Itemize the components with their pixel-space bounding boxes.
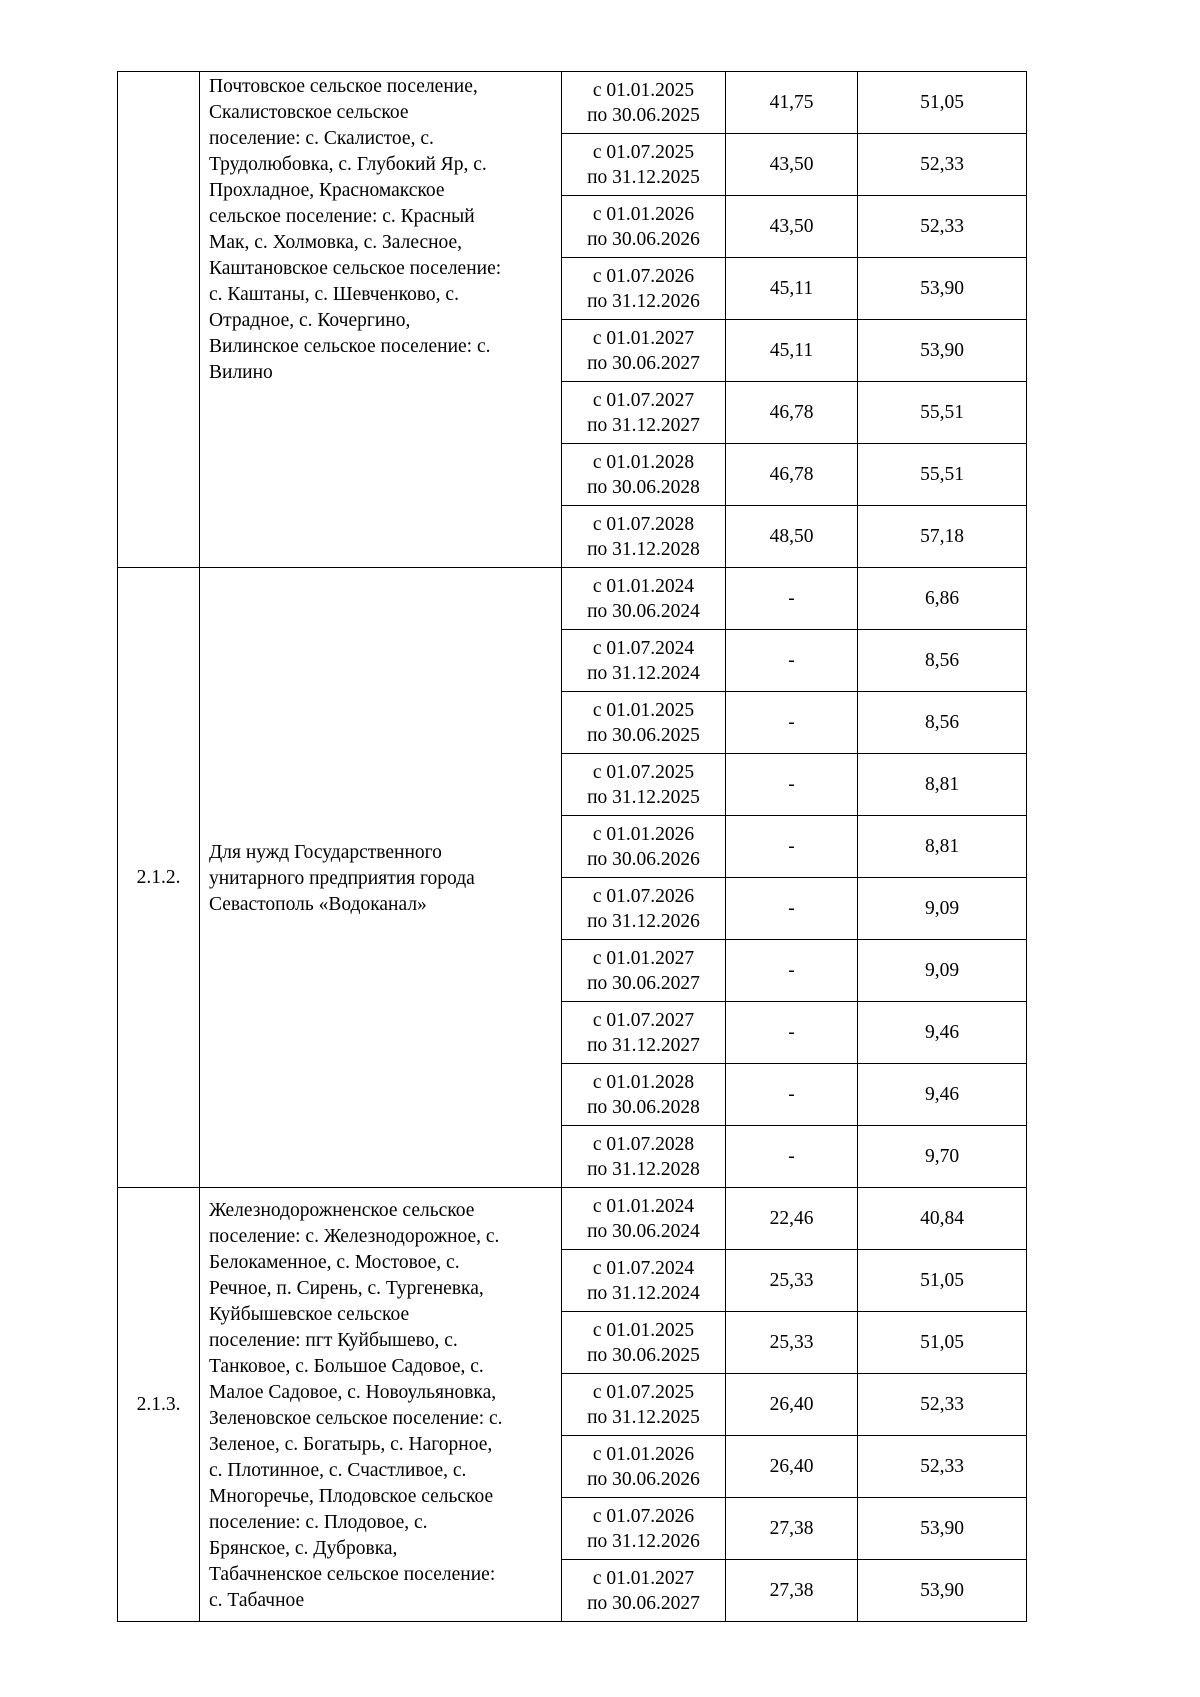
value-cell-2: 52,33 (858, 196, 1027, 258)
value-cell-1: 43,50 (726, 196, 858, 258)
value-cell-2: 53,90 (858, 320, 1027, 382)
period-cell (562, 630, 726, 692)
description-line: с. Каштаны, с. Шевченково, с. (209, 284, 459, 305)
description-line: Вилинское сельское поселение: с. (209, 336, 491, 357)
period-from: с 01.01.2027 (592, 327, 695, 349)
description-line: поселение: с. Железнодорожное, с. (209, 1225, 500, 1247)
period-to: по 30.06.2028 (587, 1096, 700, 1118)
period-cell (562, 1374, 726, 1436)
description-line: Трудолюбовка, с. Глубокий Яр, с. (209, 154, 487, 175)
period-to: по 30.06.2025 (587, 724, 700, 746)
value-cell-2: 51,05 (858, 1250, 1027, 1312)
period-cell (562, 1002, 726, 1064)
value-cell-2: 9,46 (858, 1002, 1027, 1064)
period-from: с 01.01.2026 (592, 823, 695, 845)
value-cell-2: 55,51 (858, 444, 1027, 506)
description-line: Табачненское сельское поселение: (209, 1563, 496, 1585)
period-to: по 31.12.2027 (587, 1034, 700, 1056)
value-cell-1: 46,78 (726, 444, 858, 506)
period-to: по 31.12.2024 (587, 662, 700, 684)
row-number-cell: 2.1.2. (118, 568, 200, 1188)
period-cell (562, 320, 726, 382)
period-from: с 01.07.2024 (592, 637, 695, 659)
description-line: поселение: с. Плодовое, с. (209, 1511, 428, 1533)
description-cell (200, 72, 562, 568)
tariff-table (117, 71, 1027, 1622)
value-cell-2: 51,05 (858, 72, 1027, 134)
period-from: с 01.01.2027 (592, 947, 695, 969)
value-cell-1: - (726, 816, 858, 878)
period-from: с 01.07.2028 (592, 1133, 695, 1155)
description-line: Танковое, с. Большое Садовое, с. (209, 1355, 484, 1377)
period-from: с 01.07.2024 (592, 1257, 695, 1279)
value-cell-2: 40,84 (858, 1188, 1027, 1250)
period-cell (562, 134, 726, 196)
period-cell (562, 382, 726, 444)
value-cell-2: 8,81 (858, 754, 1027, 816)
period-from: с 01.01.2027 (592, 1567, 695, 1589)
value-cell-1: 46,78 (726, 382, 858, 444)
value-cell-1: 26,40 (726, 1436, 858, 1498)
value-cell-2: 9,46 (858, 1064, 1027, 1126)
description-line: Каштановское сельское поселение: (209, 258, 502, 279)
period-cell (562, 692, 726, 754)
period-cell (562, 1560, 726, 1622)
description-line: с. Плотинное, с. Счастливое, с. (209, 1459, 467, 1481)
value-cell-2: 53,90 (858, 1498, 1027, 1560)
description-line: Вилино (209, 362, 273, 383)
value-cell-2: 52,33 (858, 1436, 1027, 1498)
period-to: по 30.06.2027 (587, 1592, 700, 1614)
value-cell-1: 41,75 (726, 72, 858, 134)
period-to: по 31.12.2024 (587, 1282, 700, 1304)
description-line: Белокаменное, с. Мостовое, с. (209, 1251, 460, 1273)
description-cell (200, 1188, 562, 1622)
period-to: по 30.06.2028 (587, 476, 700, 498)
period-to: по 30.06.2024 (587, 1220, 700, 1242)
period-to: по 31.12.2025 (587, 1406, 700, 1428)
period-cell (562, 1436, 726, 1498)
description-cell (200, 568, 562, 1188)
value-cell-2: 9,09 (858, 878, 1027, 940)
period-from: с 01.01.2028 (592, 1071, 695, 1093)
table-row (118, 1188, 1027, 1250)
period-cell (562, 258, 726, 320)
period-to: по 30.06.2024 (587, 600, 700, 622)
period-from: с 01.01.2024 (592, 575, 695, 597)
value-cell-1: 25,33 (726, 1250, 858, 1312)
period-to: по 31.12.2026 (587, 290, 700, 312)
value-cell-2: 8,56 (858, 630, 1027, 692)
period-from: с 01.07.2028 (592, 513, 695, 535)
period-from: с 01.01.2026 (592, 203, 695, 225)
period-to: по 30.06.2026 (587, 228, 700, 250)
row-number-cell (118, 72, 200, 568)
description-line: Речное, п. Сирень, с. Тургеневка, (209, 1277, 484, 1299)
value-cell-1: 22,46 (726, 1188, 858, 1250)
period-to: по 31.12.2028 (587, 538, 700, 560)
table-row (118, 568, 1027, 630)
value-cell-1: - (726, 568, 858, 630)
description-line: унитарного предприятия города (209, 867, 475, 889)
period-to: по 31.12.2025 (587, 786, 700, 808)
value-cell-1: - (726, 692, 858, 754)
period-from: с 01.07.2026 (592, 265, 695, 287)
period-cell (562, 816, 726, 878)
description-line: Брянское, с. Дубровка, (209, 1537, 398, 1559)
value-cell-1: - (726, 1126, 858, 1188)
period-cell (562, 1188, 726, 1250)
period-from: с 01.01.2026 (592, 1443, 695, 1465)
value-cell-1: 25,33 (726, 1312, 858, 1374)
period-cell (562, 1064, 726, 1126)
value-cell-1: - (726, 878, 858, 940)
period-cell (562, 1250, 726, 1312)
value-cell-2: 8,81 (858, 816, 1027, 878)
description-line: Малое Садовое, с. Новоульяновка, (209, 1381, 497, 1403)
period-from: с 01.01.2025 (592, 1319, 695, 1341)
period-from: с 01.07.2026 (592, 885, 695, 907)
period-to: по 30.06.2026 (587, 848, 700, 870)
period-from: с 01.07.2025 (592, 1381, 695, 1403)
row-number-cell: 2.1.3. (118, 1188, 200, 1622)
description-line: Скалистовское сельское (209, 102, 409, 123)
period-cell (562, 568, 726, 630)
period-cell (562, 444, 726, 506)
value-cell-1: - (726, 1064, 858, 1126)
description-line: Куйбышевское сельское (209, 1303, 410, 1325)
description-line: Почтовское сельское поселение, (209, 76, 478, 97)
period-from: с 01.07.2027 (592, 389, 695, 411)
value-cell-1: 45,11 (726, 320, 858, 382)
period-cell (562, 72, 726, 134)
value-cell-2: 53,90 (858, 258, 1027, 320)
value-cell-1: - (726, 754, 858, 816)
value-cell-1: - (726, 1002, 858, 1064)
period-from: с 01.01.2025 (592, 79, 695, 101)
description-line: Зеленовское сельское поселение: с. (209, 1407, 503, 1429)
period-cell (562, 1498, 726, 1560)
period-cell (562, 506, 726, 568)
period-cell (562, 1126, 726, 1188)
description-line: поселение: пгт Куйбышево, с. (209, 1329, 458, 1351)
value-cell-1: - (726, 630, 858, 692)
description-line: Многоречье, Плодовское сельское (209, 1485, 494, 1507)
description-line: поселение: с. Скалистое, с. (209, 128, 434, 149)
description-line: Севастополь «Водоканал» (209, 893, 427, 915)
period-from: с 01.01.2025 (592, 699, 695, 721)
description-line: Для нужд Государственного (209, 841, 442, 863)
period-to: по 31.12.2028 (587, 1158, 700, 1180)
period-from: с 01.07.2025 (592, 761, 695, 783)
value-cell-2: 6,86 (858, 568, 1027, 630)
description-line: Прохладное, Красномакское (209, 180, 445, 201)
description-line: с. Табачное (209, 1589, 305, 1611)
period-to: по 30.06.2026 (587, 1468, 700, 1490)
period-cell (562, 196, 726, 258)
description-line: Мак, с. Холмовка, с. Залесное, (209, 232, 463, 253)
value-cell-1: 26,40 (726, 1374, 858, 1436)
description-line: сельское поселение: с. Красный (209, 206, 475, 227)
value-cell-1: - (726, 940, 858, 1002)
period-to: по 30.06.2027 (587, 972, 700, 994)
description-line: Отрадное, с. Кочергино, (209, 310, 411, 331)
period-cell (562, 940, 726, 1002)
value-cell-2: 9,70 (858, 1126, 1027, 1188)
period-to: по 31.12.2026 (587, 910, 700, 932)
value-cell-2: 9,09 (858, 940, 1027, 1002)
period-from: с 01.07.2025 (592, 141, 695, 163)
period-from: с 01.01.2028 (592, 451, 695, 473)
period-from: с 01.07.2027 (592, 1009, 695, 1031)
value-cell-1: 27,38 (726, 1498, 858, 1560)
value-cell-1: 43,50 (726, 134, 858, 196)
period-cell (562, 1312, 726, 1374)
period-to: по 30.06.2025 (587, 1344, 700, 1366)
period-cell (562, 878, 726, 940)
period-to: по 30.06.2027 (587, 352, 700, 374)
period-to: по 31.12.2025 (587, 166, 700, 188)
value-cell-1: 48,50 (726, 506, 858, 568)
value-cell-2: 8,56 (858, 692, 1027, 754)
value-cell-2: 51,05 (858, 1312, 1027, 1374)
period-to: по 30.06.2025 (587, 104, 700, 126)
table-row (118, 72, 1027, 134)
value-cell-1: 45,11 (726, 258, 858, 320)
period-to: по 31.12.2027 (587, 414, 700, 436)
period-to: по 31.12.2026 (587, 1530, 700, 1552)
period-from: с 01.07.2026 (592, 1505, 695, 1527)
description-line: Зеленое, с. Богатырь, с. Нагорное, (209, 1433, 493, 1455)
description-line: Железнодорожненское сельское (209, 1199, 475, 1221)
value-cell-2: 55,51 (858, 382, 1027, 444)
value-cell-1: 27,38 (726, 1560, 858, 1622)
value-cell-2: 52,33 (858, 1374, 1027, 1436)
value-cell-2: 57,18 (858, 506, 1027, 568)
period-cell (562, 754, 726, 816)
period-from: с 01.01.2024 (592, 1195, 695, 1217)
value-cell-2: 53,90 (858, 1560, 1027, 1622)
value-cell-2: 52,33 (858, 134, 1027, 196)
